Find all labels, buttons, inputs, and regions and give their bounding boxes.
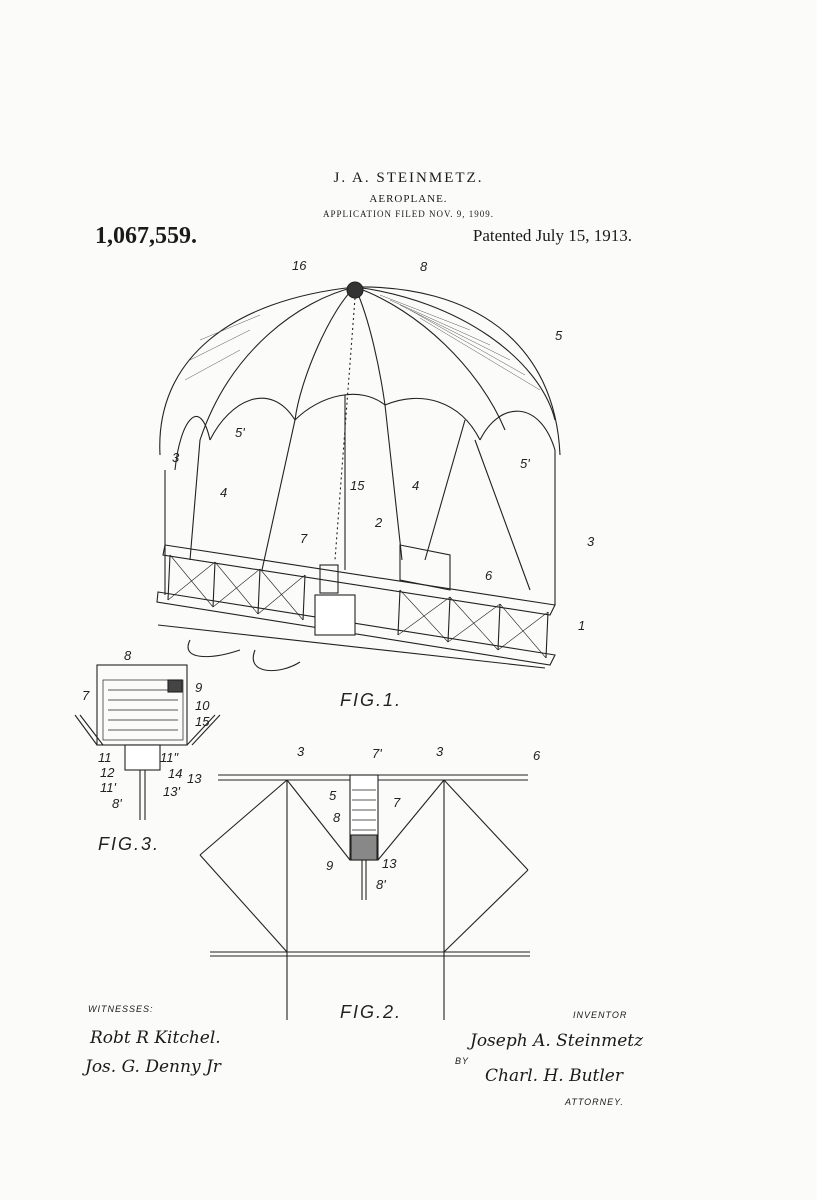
fig2-label-8: 8	[333, 810, 341, 825]
figure-3-caption: FIG.3.	[98, 834, 161, 854]
engine	[315, 595, 355, 635]
label-3-left: 3	[172, 450, 180, 465]
fig2-label-7: 7	[393, 795, 401, 810]
canopy-hub	[347, 282, 363, 298]
fig3-label-13: 13	[187, 771, 202, 786]
patent-number: 1,067,559.	[95, 223, 197, 249]
figure-1-caption: FIG.1.	[340, 690, 403, 710]
cord-4	[262, 420, 295, 570]
patent-date: Patented July 15, 1913.	[472, 226, 632, 245]
fig3-label-8p: 8'	[112, 796, 122, 811]
fig2-label-3b: 3	[436, 744, 444, 759]
label-15: 15	[350, 478, 365, 493]
fig2-label-9: 9	[326, 858, 334, 873]
witnesses-label: WITNESSES:	[88, 1004, 154, 1014]
canopy-outline	[160, 287, 560, 455]
label-8: 8	[420, 259, 428, 274]
fig3-label-9: 9	[195, 680, 203, 695]
fig2-label-5: 5	[329, 788, 337, 803]
rudder	[400, 545, 450, 590]
fig3-label-10: 10	[195, 698, 210, 713]
label-5p-left: 5'	[235, 425, 245, 440]
inventor-label: INVENTOR	[573, 1010, 628, 1020]
witness-signature-2: Jos. G. Denny Jr	[85, 1057, 221, 1077]
attorney-label: ATTORNEY.	[565, 1097, 624, 1107]
patent-title: AEROPLANE.	[369, 193, 448, 205]
skid	[253, 650, 300, 671]
fig3-label-11p: 11'	[100, 780, 116, 795]
attorney-signature: Charl. H. Butler	[485, 1066, 623, 1086]
canopy-scallop	[385, 398, 480, 440]
cord-4-right	[425, 420, 465, 560]
canopy-scallop	[295, 394, 385, 420]
fig2-label-3a: 3	[297, 744, 305, 759]
fig2-label-8p: 8'	[376, 877, 386, 892]
label-4-right: 4	[412, 478, 420, 493]
skid	[188, 640, 240, 657]
canopy-rib	[355, 287, 385, 405]
fig3-label-7: 7	[82, 688, 90, 703]
label-6: 6	[485, 568, 493, 583]
filing-date: APPLICATION FILED NOV. 9, 1909.	[322, 209, 495, 219]
fig2-label-7p: 7'	[372, 746, 382, 761]
label-1: 1	[578, 618, 586, 633]
label-16: 16	[292, 258, 307, 273]
cord	[385, 405, 402, 560]
fig3-label-11: 11	[98, 750, 112, 765]
label-5: 5	[555, 328, 563, 343]
canopy-rib	[355, 287, 505, 430]
canopy-scallop	[210, 398, 295, 440]
canopy-rib	[200, 287, 355, 440]
inventor-name: J. A. STEINMETZ.	[333, 170, 484, 186]
fig3-label-12: 12	[100, 765, 115, 780]
cord-4-left	[190, 440, 200, 560]
by-label: BY	[455, 1056, 470, 1066]
label-2: 2	[375, 515, 383, 530]
label-4-left: 4	[220, 485, 228, 500]
canopy-scallop	[175, 417, 210, 470]
canopy-scallop	[480, 411, 555, 450]
fig3-label-14: 14	[168, 766, 183, 781]
upper-wing	[163, 545, 555, 615]
fig2-label-13: 13	[382, 856, 397, 871]
figure-2-drawing	[200, 775, 530, 1020]
fig3-label-8: 8	[124, 648, 132, 663]
fig2-label-6: 6	[533, 748, 541, 763]
figure-2-caption: FIG.2.	[340, 1002, 403, 1022]
label-3-right: 3	[587, 534, 595, 549]
inventor-signature: Joseph A. Steinmetz	[470, 1031, 644, 1051]
fig3-label-13p: 13'	[163, 784, 180, 799]
fig3-label-15: 15	[195, 714, 210, 729]
witness-signature-1: Robt R Kitchel.	[90, 1028, 221, 1048]
label-7: 7	[300, 531, 308, 546]
lower-wing	[157, 592, 555, 665]
fig3-label-11pp: 11"	[160, 750, 179, 765]
label-5p-right: 5'	[520, 456, 530, 471]
